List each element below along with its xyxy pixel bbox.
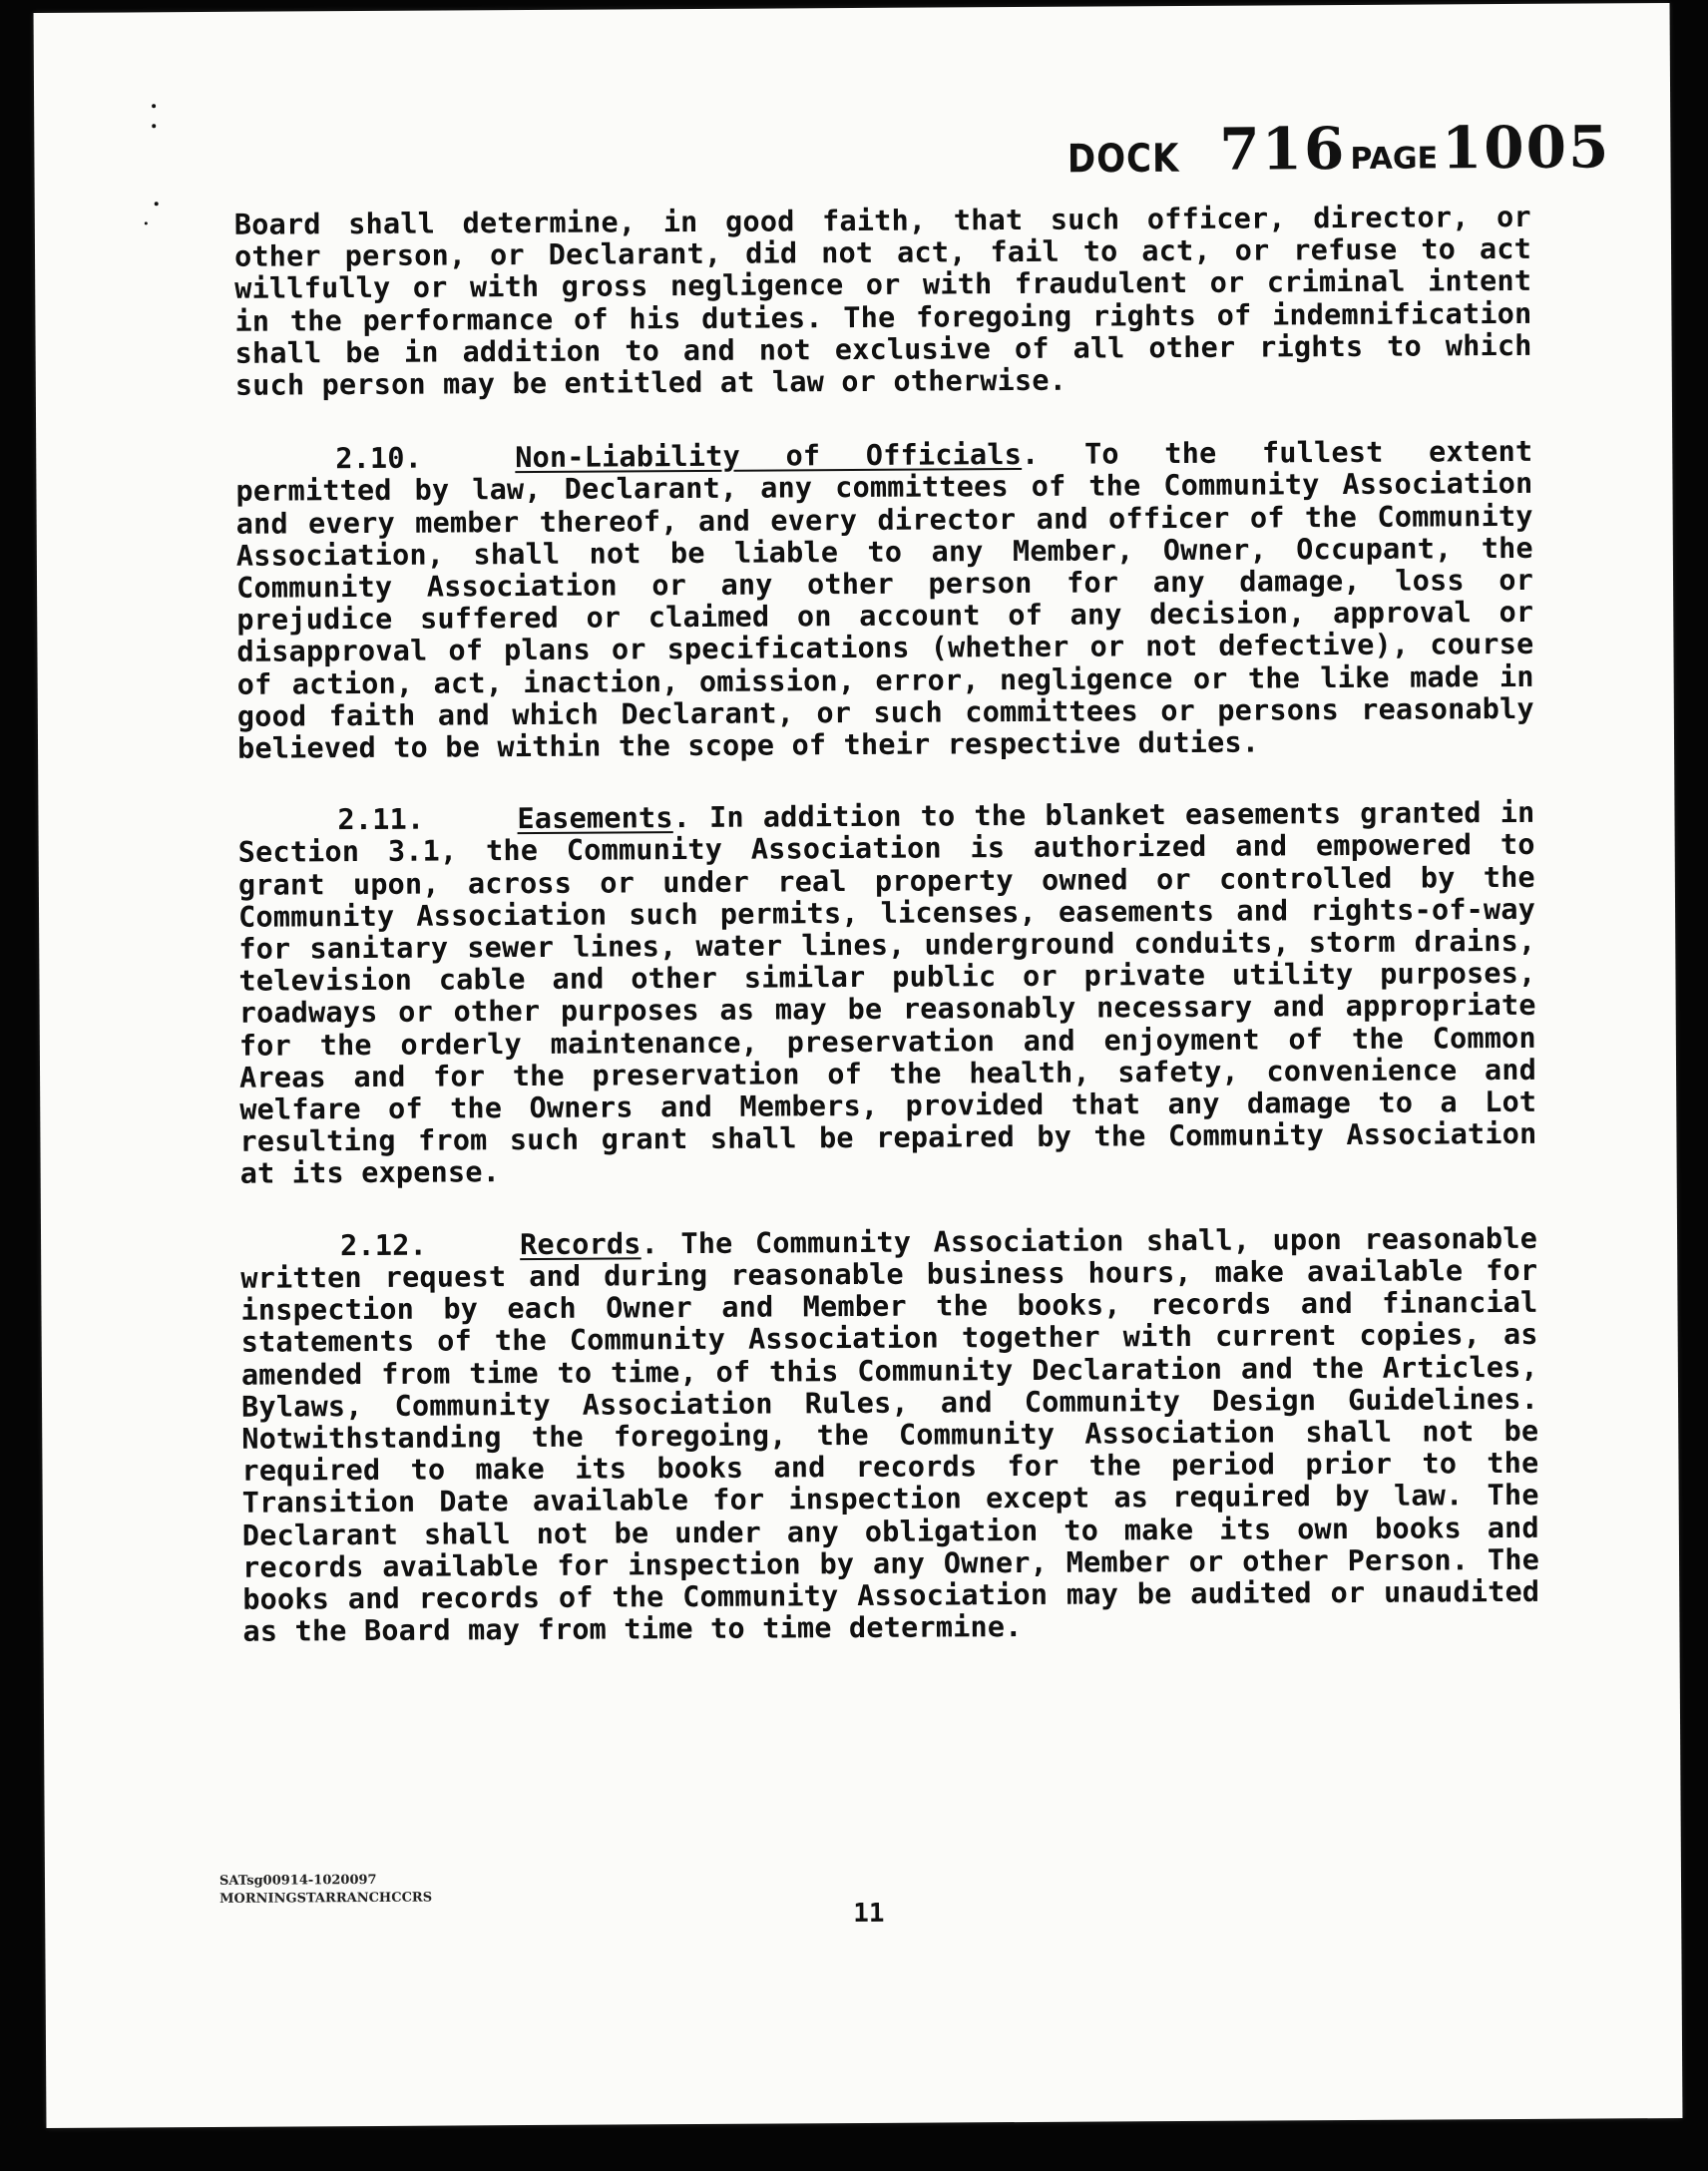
document-code-line: SATsg00914-1020097 <box>218 1872 377 1889</box>
document-code <box>219 1872 432 1909</box>
page-number: 11 <box>853 1898 885 1930</box>
paragraph-indemnification-continued <box>234 202 1532 402</box>
section-number: 2.12. <box>339 1228 427 1262</box>
section-2-11 <box>237 797 1536 1190</box>
section-title: Non-Liability of Officials <box>515 438 1023 475</box>
scan-speck <box>152 124 156 128</box>
scan-speck <box>152 104 156 108</box>
scan-speck <box>155 202 159 206</box>
section-number: 2.10. <box>335 441 423 476</box>
section-text: . In addition to the blanket easements granted in Section 3.1, the Community Association is authorized and empowered to grant upon, across or under real property owned or controlled by the Community Association such permits, licenses, easements and rights-of-way for sanitary sewer lines, water lines, underground conduits, storm drains, television cable and other similar public or private utility purposes, roadways or other purposes as may be reasonably necessary and appropriate for the orderly maintenance, preservation and enjoyment of the Common Areas and for the preservation of the health, safety, convenience and welfare of the Owners and Members, provided that any damage to a Lot resulting from such grant shall be repaired by the Community Association at its expense. <box>237 796 1537 1191</box>
document-body <box>234 202 1540 1688</box>
document-page <box>34 3 1683 2128</box>
section-2-10 <box>235 436 1534 765</box>
section-text: . The Community Association shall, upon reasonable written request and during reasonable business hours, make available for inspection by each Owner and Member the books, records and financial statements of the Community Association together with current copies, as amended from time to time, of this Community Declaration and the Articles, Bylaws, Community Association Rules, and Community Design Guidelines. Notwithstanding the foregoing, the Community Association shall not be required to make its books and records for the period prior to the Transition Date available for inspection except as required by law. The Declarant shall not be under any obligation to make its own books and records available for inspection by any Owner, Member or other Person. The books and records of the Community Association may be audited or unaudited as the Board may from time to time determine. <box>240 1221 1540 1648</box>
book-label: DOCK <box>1067 136 1180 183</box>
document-code-line: MORNINGSTARRANCHCCRS <box>219 1890 433 1907</box>
section-title: Easements <box>517 801 673 836</box>
section-number: 2.11. <box>337 802 425 837</box>
paragraph-text: Board shall determine, in good faith, that such officer, director, or other person, or Declarant, did not act, fail to act, or refuse to act willfully or with gross negligence or with fraudulent or criminal intent in the performance of his duties. The foregoing rights of indemnification shall be in addition to and not exclusive of all other rights to which such person may be entitled at law or otherwise. <box>233 200 1532 402</box>
page-label: PAGE <box>1350 141 1439 177</box>
section-text: . To the fullest extent permitted by law, Declarant, any committees of the Community Association and every member thereof, and every director and officer of the Community Association, shall not be liable to any Member, Owner, Occupant, the Community Association or any other person for any damage, loss or prejudice suffered or claimed on account of any decision, approval or disapproval of plans or specifications (whether or not defective), course of action, act, inaction, omission, error, negligence or the like made in good faith and which Declarant, or such committees or persons reasonably believed to be within the scope of their respective duties. <box>235 435 1534 765</box>
section-title: Records <box>519 1227 641 1261</box>
book-page-stamp <box>1068 113 1611 184</box>
scan-speck <box>145 221 148 224</box>
book-number: 716 <box>1219 114 1347 184</box>
page-stamp-number: 1005 <box>1441 113 1611 183</box>
section-2-12 <box>240 1223 1540 1649</box>
